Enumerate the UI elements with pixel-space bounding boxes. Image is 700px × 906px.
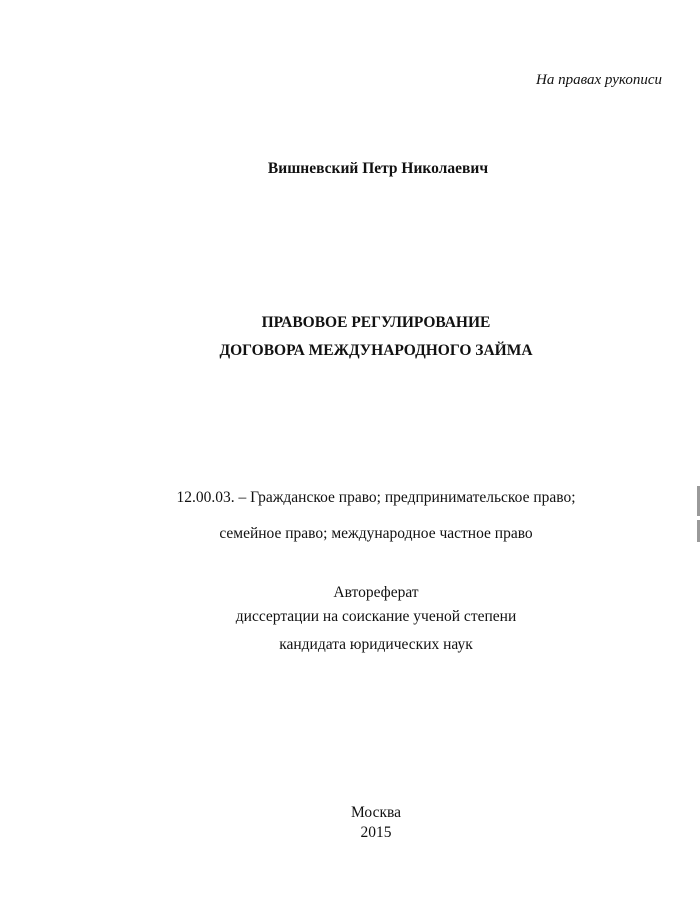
- author-name: Вишневский Петр Николаевич: [267, 160, 489, 177]
- abstract-line-1: Автореферат: [333, 584, 419, 601]
- city: Москва: [351, 804, 401, 821]
- abstract-line-3: кандидата юридических наук: [279, 636, 473, 653]
- title-line-2: ДОГОВОРА МЕЖДУНАРОДНОГО ЗАЙМА: [219, 342, 533, 359]
- specialty-line-1: 12.00.03. – Гражданское право; предпринимательское право;: [176, 489, 576, 506]
- title-line-1: ПРАВОВОЕ РЕГУЛИРОВАНИЕ: [261, 314, 491, 331]
- year: 2015: [360, 824, 392, 841]
- specialty-line-2: семейное право; международное частное право: [219, 525, 533, 542]
- rights-note: На правах рукописи: [536, 72, 662, 88]
- abstract-line-2: диссертации на соискание ученой степени: [235, 608, 517, 625]
